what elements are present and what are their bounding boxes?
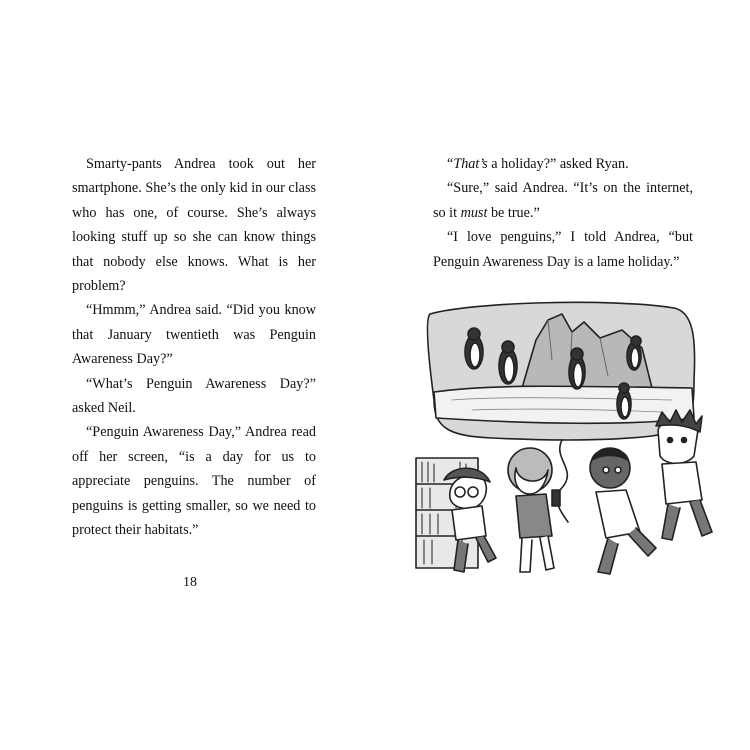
paragraph: “What’s Penguin Awareness Day?” asked Neil. xyxy=(72,375,316,417)
emphasis-text: That’s xyxy=(453,156,488,172)
paragraph-text: be true.” xyxy=(487,204,540,221)
emphasis-text: must xyxy=(460,204,488,221)
paragraph: “Hmmm,” Andrea said. “Did you know that January twentieth was Penguin Awareness Day?” xyxy=(72,302,316,368)
kids-penguin-illustration xyxy=(412,300,718,590)
open-quote: “ xyxy=(447,156,454,172)
paragraph: “Penguin Awareness Day,” Andrea read off her screen, “is a day for us to appreciate penguins. The number of penguins is getting smaller, so we need to protect their habitats.” xyxy=(72,424,316,539)
paragraph-text: a holiday?” asked Ryan. xyxy=(487,156,629,172)
right-page xyxy=(375,0,750,750)
right-page-text xyxy=(433,152,693,274)
paragraph: “I love penguins,” I told Andrea, “but Penguin Awareness Day is a lame holiday.” xyxy=(433,229,693,270)
paragraph: Smarty-pants Andrea took out her smartphone. She’s the only kid in our class who has one, of course. She’s always looking stuff up so she can know things that nobody else knows. What is her problem? xyxy=(72,156,316,295)
paragraph-text: “Sure,” said Andrea. “It’s on the internet, so it xyxy=(433,180,693,221)
paragraph xyxy=(433,152,693,176)
paragraph xyxy=(433,176,693,225)
left-page-text xyxy=(72,152,316,543)
page-number: 18 xyxy=(183,575,197,590)
